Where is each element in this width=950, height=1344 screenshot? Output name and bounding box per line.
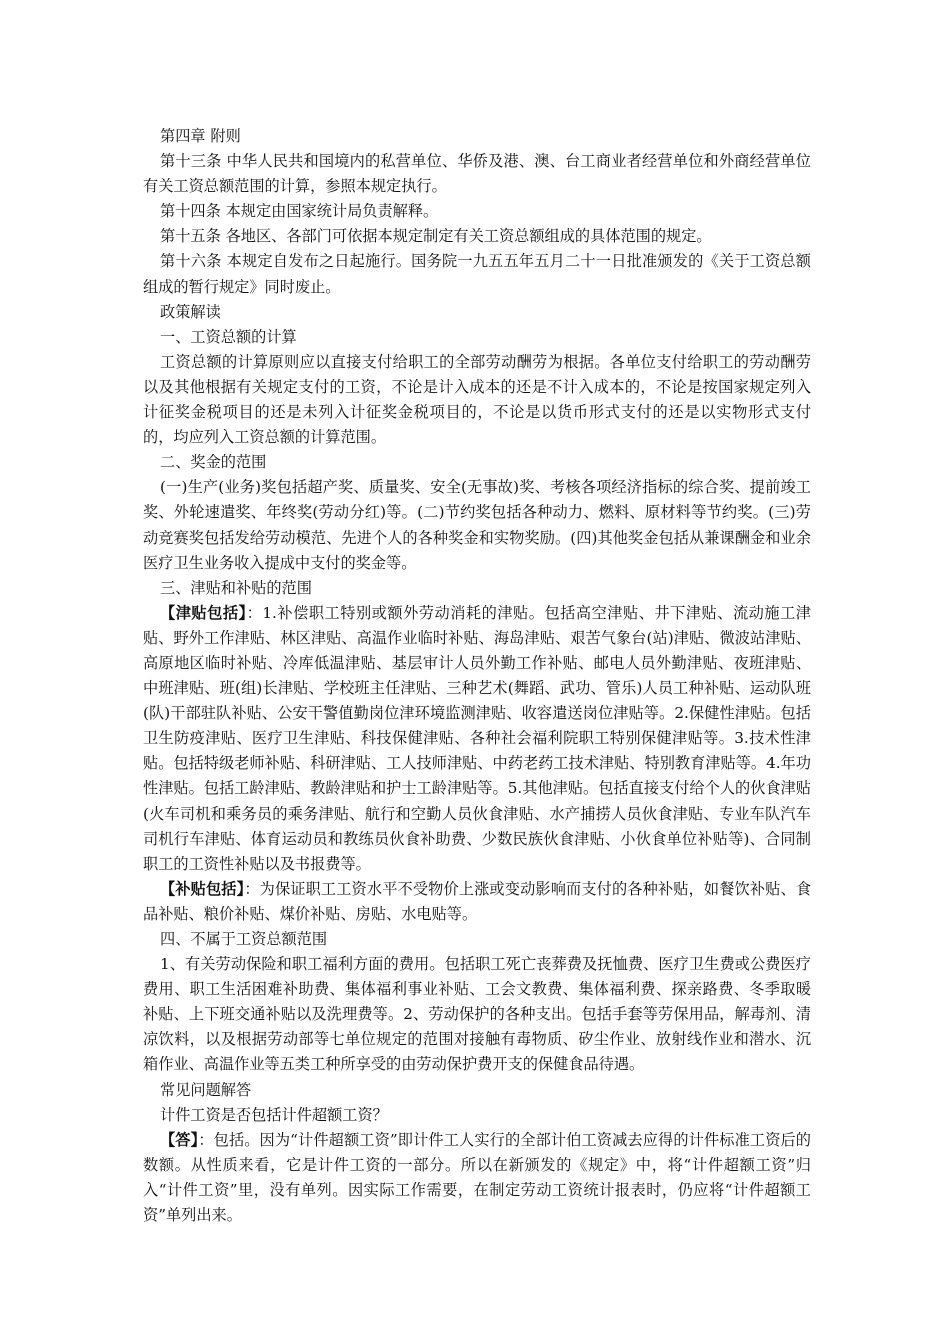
subsidy-paragraph xyxy=(143,877,811,927)
allowance-label: 【津贴包括】 xyxy=(160,603,247,622)
article-15: 第十五条 各地区、各部门可依据本规定制定有关工资总额组成的具体范围的规定。 xyxy=(160,227,712,246)
answer-label: 【答】 xyxy=(160,1130,199,1149)
chapter-heading: 第四章 附则 xyxy=(160,127,241,145)
section4-body: 1、有关劳动保险和职工福利方面的费用。包括职工死亡丧葬费及抚恤费、医疗卫生费或公费医疗费用、职工生活困难补助费、集体福利事业补贴、工会文教费、集体福利费、探亲路费、冬季取暖补贴、上下班交通补贴以及洗理费等。2、劳动保护的各种支出。包括手套等劳保用品，解毒剂、清凉饮料，以及根据劳动部等七单位规定的范围对接触有毒物质、矽尘作业、放射线作业和潜水、沉箱作业、高温作业等五类工种所享受的由劳动保护费开支的保健食品待遇。 xyxy=(143,955,811,1074)
answer-body: ：包括。因为“计件超额工资”即计件工人实行的全部计伯工资减去应得的计件标准工资后的数额。从性质来看，它是计件工资的一部分。所以在新颁发的《规定》中，将“计件超额工资”归入“计件工资”里，没有单列。因实际工作需要，在制定劳动工资统计报表时，仍应将“计件超额工资”单列出来。 xyxy=(143,1130,811,1225)
section1-body: 工资总额的计算原则应以直接支付给职工的全部劳动酬劳为根据。各单位支付给职工的劳动酬劳以及其他根据有关规定支付的工资，不论是计入成本的还是不计入成本的，不论是按国家规定列入计征奖金税项目的还是未列入计征奖金税项目的，不论是以货币形式支付的还是以实物形式支付的，均应列入工资总额的计算范围。 xyxy=(143,352,811,447)
article-14: 第十四条 本规定由国家统计局负责解释。 xyxy=(160,202,439,221)
allowance-paragraph xyxy=(143,601,811,877)
answer-paragraph xyxy=(143,1128,811,1228)
subsidy-label: 【补贴包括】 xyxy=(160,879,245,898)
policy-heading: 政策解读 xyxy=(160,302,221,321)
subsidy-body: ：为保证职工工资水平不受物价上涨或变动影响而支付的各种补贴，如餐饮补贴、食品补贴、粮价补贴、煤价补贴、房贴、水电贴等。 xyxy=(143,879,812,923)
faq-question: 计件工资是否包括计件超额工资？ xyxy=(160,1105,388,1124)
document-page xyxy=(143,124,811,1228)
section2-body: (一)生产(业务)奖包括超产奖、质量奖、安全(无事故)奖、考核各项经济指标的综合奖、提前竣工奖、外轮速遣奖、年终奖(劳动分红)等。(二)节约奖包括各种动力、燃料、原材料等节约奖。(三)劳动竞赛奖包括发给劳动模范、先进个人的各种奖金和实物奖励。(四)其他奖金包括从兼课酬金和业余医疗卫生业务收入提成中支付的奖金等。 xyxy=(143,478,811,572)
section1-heading: 一、工资总额的计算 xyxy=(160,327,297,346)
faq-heading: 常见问题解答 xyxy=(160,1080,252,1099)
section3-heading: 三、津贴和补贴的范围 xyxy=(160,578,312,597)
article-16: 第十六条 本规定自发布之日起施行。国务院一九五五年五月二十一日批准颁发的《关于工资总额组成的暂行规定》同时废止。 xyxy=(143,252,811,296)
section4-heading: 四、不属于工资总额范围 xyxy=(160,930,328,948)
section2-heading: 二、奖金的范围 xyxy=(160,453,267,472)
allowance-body: ：1.补偿职工特别或额外劳动消耗的津贴。包括高空津贴、井下津贴、流动施工津贴、野外工作津贴、林区津贴、高温作业临时补贴、海岛津贴、艰苦气象台(站)津贴、微波站津贴、高原地区临时补贴、冷库低温津贴、基层审计人员外勤工作补贴、邮电人员外勤津贴、夜班津贴、中班津贴、班(组)长津贴、学校班主任津贴、三种艺术(舞蹈、武功、管乐)人员工种补贴、运动队班(队)干部驻队补贴、公安干警值勤岗位津环境监测津贴、收容遣送岗位津贴等。2.保健性津贴。包括卫生防疫津贴、医疗卫生津贴、科技保健津贴、各种社会福利院职工特别保健津贴等。3.技术性津贴。包括特级老师补贴、科研津贴、工人技师津贴、中药老药工技术津贴、特别教育津贴等。4.年功性津贴。包括工龄津贴、教龄津贴和护士工龄津贴等。5.其他津贴。包括直接支付给个人的伙食津贴(火车司机和乘务员的乘务津贴、航行和空勤人员伙食津贴、水产捕捞人员伙食津贴、专业车队汽车司机行车津贴、体育运动员和教练员伙食补助费、少数民族伙食津贴、小伙食单位补贴等)、合同制职工的工资性补贴以及书报费等。 xyxy=(143,603,811,873)
article-13: 第十三条 中华人民共和国境内的私营单位、华侨及港、澳、台工商业者经营单位和外商经营单位有关工资总额范围的计算，参照本规定执行。 xyxy=(143,152,811,196)
